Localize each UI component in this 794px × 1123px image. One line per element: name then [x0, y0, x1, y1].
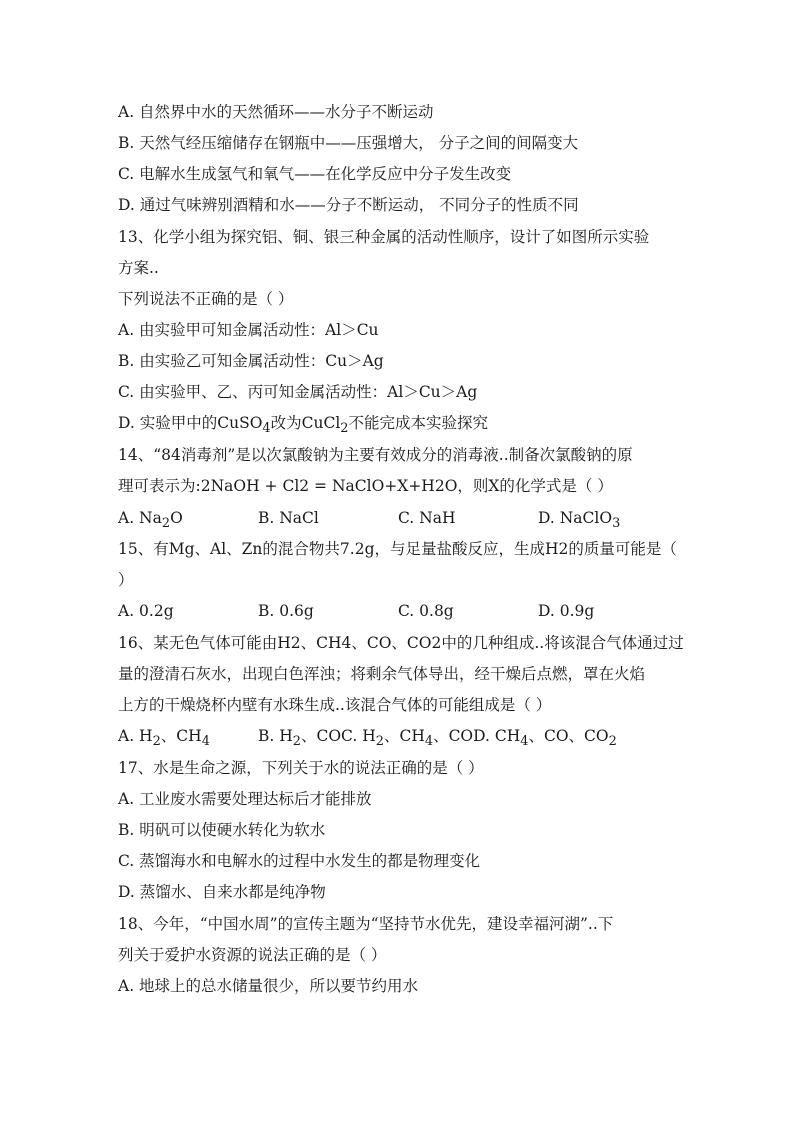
q15-option-c: C. 0.8g [398, 602, 454, 620]
q16-stem-line3: 上方的干燥烧杯内壁有水珠生成..该混合气体的可能组成是（ ） [118, 696, 552, 714]
q16-option-b-c-d: B. $H_2$、COC. $H_2$、$CH_4$、COD. $CH_4$、CO、$CO_2$ [258, 727, 617, 750]
q14-option-d: D. NaClO$_3$ [538, 509, 621, 532]
q12-option-d: D. 通过气味辨别酒精和水——分子不断运动， 不同分子的性质不同 [118, 196, 579, 214]
q13-option-d-sub-2: 2 [340, 421, 349, 437]
q13-option-b: B. 由实验乙可知金属活动性：Cu＞Ag [118, 352, 384, 370]
q16-option-a: A. $H_2$、$CH_4$ [118, 727, 210, 750]
q15-stem-line1: 15、有Mg、Al、Zn的混合物共7.2g，与足量盐酸反应，生成H2的质量可能是（ [118, 540, 677, 558]
q13-option-c: C. 由实验甲、乙、丙可知金属活动性：Al＞Cu＞Ag [118, 383, 478, 401]
q12-option-a: A. 自然界中水的天然循环——水分子不断运动 [118, 103, 434, 121]
q18-stem-line2: 列关于爱护水资源的说法正确的是（ ） [118, 946, 387, 964]
q13-option-d-text-3: 不能完成本实验探究 [348, 414, 489, 432]
q17-option-b: B. 明矾可以使硬水转化为软水 [118, 821, 326, 839]
q17-option-d: D. 蒸馏水、自来水都是纯净物 [118, 883, 326, 901]
q14-option-a: A. $Na_2O$ [118, 509, 183, 532]
q16-stem-line1: 16、某无色气体可能由H2、CH4、CO、CO2中的几种组成..将该混合气体通过过 [118, 634, 684, 652]
q14-stem-line2: 理可表示为:2NaOH + Cl2 = NaClO+X+H2O，则X的化学式是（ ） [118, 477, 613, 495]
q17-stem: 17、水是生命之源，下列关于水的说法正确的是（ ） [118, 759, 484, 777]
q15-options [118, 601, 678, 621]
q13-stem-line3: 下列说法不正确的是（ ） [118, 290, 294, 308]
q13-option-a: A. 由实验甲可知金属活动性：Al＞Cu [118, 321, 379, 339]
q18-stem-line1: 18、今年，“中国水周”的宣传主题为“坚持节水优先，建设幸福河湖”..下 [118, 915, 614, 933]
q16-stem-line2: 量的澄清石灰水，出现白色浑浊；将剩余气体导出，经干燥后点燃，罩在火焰 [118, 665, 646, 683]
q12-option-c: C. 电解水生成氢气和氧气——在化学反应中分子发生改变 [118, 165, 512, 183]
q14-stem-line1: 14、“84消毒剂”是以次氯酸钠为主要有效成分的消毒液..制备次氯酸钠的原 [118, 446, 633, 464]
q16-options [118, 726, 678, 752]
q18-option-a: A. 地球上的总水储量很少，所以要节约用水 [118, 977, 419, 995]
q17-option-c: C. 蒸馏海水和电解水的过程中水发生的都是物理变化 [118, 852, 481, 870]
q14-options [118, 508, 678, 534]
q13-option-d-text-1: D. 实验甲中的CuSO [118, 414, 263, 432]
q12-option-b: B. 天然气经压缩储存在钢瓶中——压强增大， 分子之间的间隔变大 [118, 134, 579, 152]
q14-option-c: C. NaH [398, 509, 456, 527]
q15-option-a: A. 0.2g [118, 602, 174, 620]
q17-option-a: A. 工业废水需要处理达标后才能排放 [118, 790, 372, 808]
q13-option-d-text-2: 改为CuCl [270, 414, 341, 432]
q13-stem-line2: 方案.. [118, 259, 159, 277]
q15-stem-line2: ） [118, 571, 134, 589]
q13-option-d-sub-1: 4 [262, 421, 271, 437]
q15-option-d: D. 0.9g [538, 602, 595, 620]
q13-option-d [118, 413, 678, 439]
q13-stem-line1: 13、化学小组为探究铝、铜、银三种金属的活动性顺序，设计了如图所示实验 [118, 228, 650, 246]
q14-option-b: B. NaCl [258, 509, 319, 527]
q15-option-b: B. 0.6g [258, 602, 314, 620]
